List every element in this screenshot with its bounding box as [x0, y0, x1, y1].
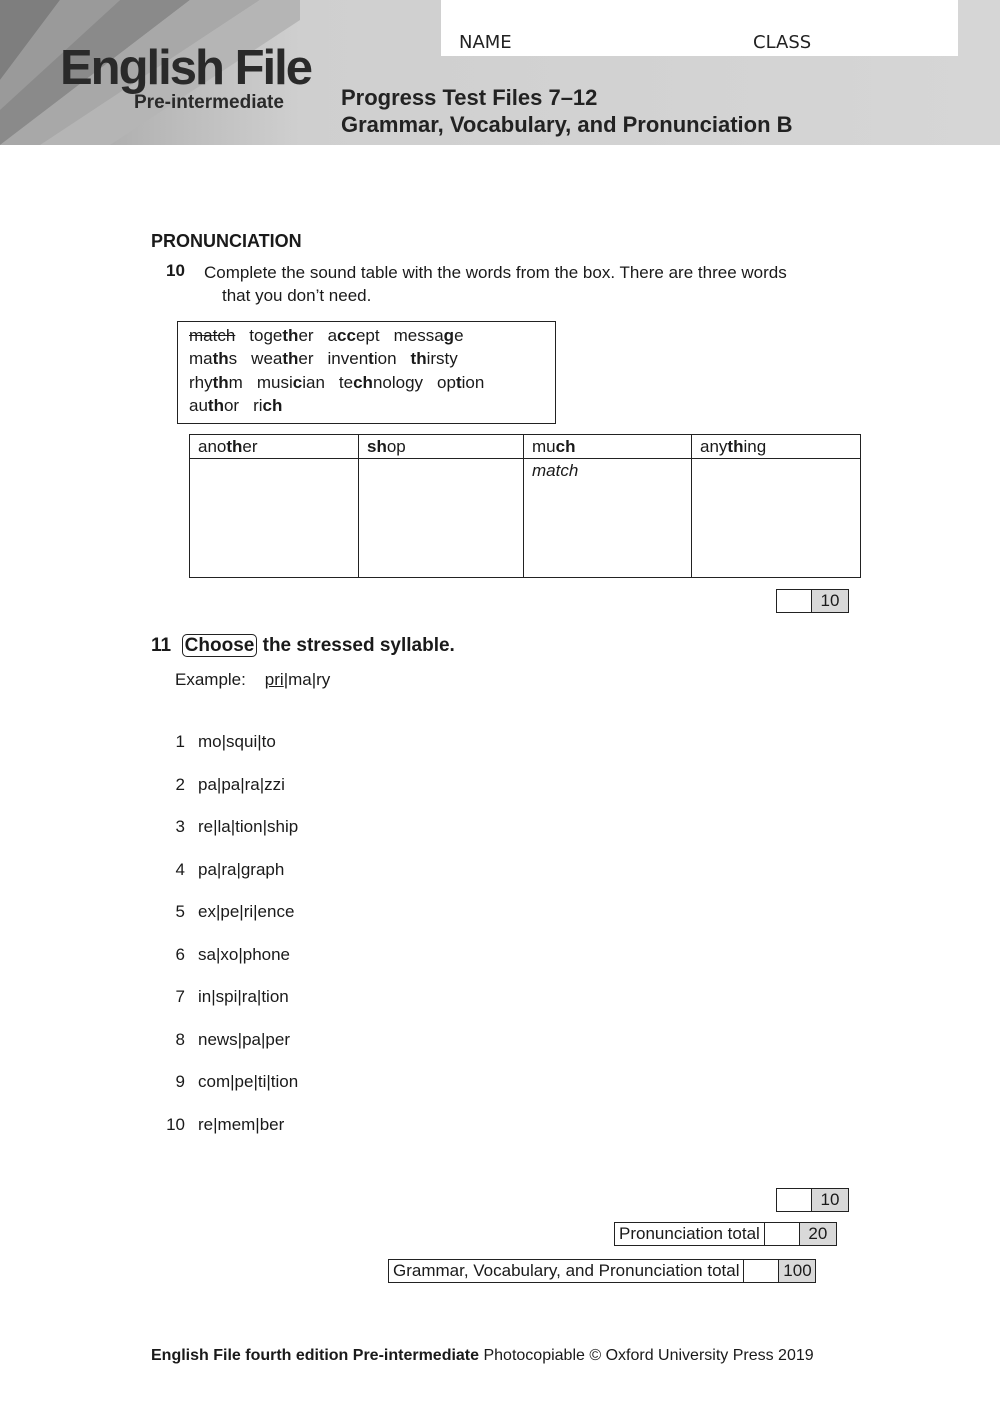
example-answer: match	[532, 461, 579, 480]
word-box	[177, 321, 556, 424]
logo-title: English File	[60, 41, 311, 95]
sound-table-header: much	[524, 435, 692, 459]
footer-copyright: Photocopiable © Oxford University Press 2019	[479, 1347, 814, 1364]
sound-table	[189, 434, 861, 578]
word-box-word: option	[437, 373, 485, 392]
q11-score	[776, 1188, 849, 1212]
question-11-text: the stressed syllable.	[262, 635, 455, 656]
class-label: CLASS	[753, 32, 812, 53]
question-11-heading	[151, 635, 455, 657]
word-box-word: accept	[327, 326, 380, 345]
item-word[interactable]: news|pa|per	[198, 1029, 290, 1049]
test-subtitle: Grammar, Vocabulary, and Pronunciation B	[341, 112, 793, 137]
page-header	[0, 0, 1000, 145]
pronunciation-total-input[interactable]	[765, 1222, 800, 1246]
question-11-number: 11	[151, 635, 172, 656]
example-line	[175, 670, 330, 690]
word-box-word: technology	[338, 373, 424, 392]
example-stressed-syllable: pri	[264, 670, 284, 689]
item-number: 6	[175, 944, 185, 964]
word-box-row	[189, 326, 478, 346]
item-word[interactable]: in|spi|ra|tion	[198, 987, 289, 1006]
word-box-word: musician	[256, 373, 325, 392]
grand-total-max: 100	[779, 1259, 816, 1283]
q11-score-input[interactable]	[776, 1188, 812, 1212]
section-heading: PRONUNCIATION	[151, 231, 302, 251]
sound-cell-1[interactable]	[190, 459, 359, 578]
item-word[interactable]: re|la|tion|ship	[198, 817, 299, 836]
word-box-word: rich	[253, 396, 283, 415]
choose-box: Choose	[182, 634, 258, 657]
pronunciation-total-max: 20	[800, 1222, 837, 1246]
item-word[interactable]: ex|pe|ri|ence	[198, 902, 295, 921]
word-box-row	[189, 349, 472, 369]
pronunciation-total-label: Pronunciation total	[614, 1222, 765, 1246]
item-word[interactable]: mo|squi|to	[198, 732, 276, 751]
example-rest: |ma|ry	[283, 670, 331, 689]
instruction-line-1: Complete the sound table with the words from the box. There are three words	[204, 263, 787, 282]
q10-score-max: 10	[812, 589, 849, 613]
word-box-word: maths	[189, 349, 238, 368]
logo-subtitle: Pre-intermediate	[134, 92, 284, 113]
word-box-row	[189, 373, 498, 393]
instruction-line-2: that you don’t need.	[222, 286, 372, 305]
sound-cell-4[interactable]	[692, 459, 861, 578]
word-box-word: rhythm	[189, 373, 243, 392]
grand-total	[388, 1259, 816, 1283]
word-box-word: thirsty	[410, 349, 458, 368]
name-class-box[interactable]	[441, 0, 958, 56]
sound-cell-2[interactable]	[359, 459, 524, 578]
word-box-word: author	[189, 396, 240, 415]
item-number: 7	[175, 987, 185, 1006]
sound-table-header: shop	[359, 435, 524, 459]
word-box-row	[189, 396, 296, 416]
item-number: 9	[175, 1072, 185, 1091]
sound-cell-3[interactable]	[524, 459, 692, 578]
q11-score-max: 10	[812, 1188, 849, 1212]
item-number: 2	[175, 774, 185, 794]
item-word[interactable]: com|pe|ti|tion	[198, 1072, 299, 1091]
item-number: 5	[175, 902, 185, 921]
test-title: Progress Test Files 7–12	[341, 85, 598, 110]
item-number: 1	[175, 732, 185, 751]
grand-total-label: Grammar, Vocabulary, and Pronunciation total	[388, 1259, 744, 1283]
grand-total-input[interactable]	[744, 1259, 779, 1283]
word-box-word: message	[393, 326, 464, 345]
item-word[interactable]: pa|ra|graph	[198, 859, 285, 879]
example-label: Example:	[175, 670, 246, 689]
word-box-word: weather	[251, 349, 314, 368]
footer	[151, 1347, 814, 1365]
item-number: 4	[175, 859, 185, 879]
word-box-word: invention	[327, 349, 397, 368]
q10-score-input[interactable]	[776, 589, 812, 613]
item-word[interactable]: re|mem|ber	[198, 1114, 285, 1134]
pronunciation-total	[614, 1222, 837, 1246]
name-label: NAME	[459, 32, 512, 53]
item-word[interactable]: pa|pa|ra|zzi	[198, 774, 285, 794]
question-10-number: 10	[166, 261, 185, 280]
footer-title: English File fourth edition Pre-intermediate	[151, 1347, 480, 1364]
q10-score	[776, 589, 849, 613]
question-10-instruction	[204, 261, 864, 307]
sound-table-header: another	[190, 435, 359, 459]
item-word[interactable]: sa|xo|phone	[198, 944, 291, 964]
item-number: 3	[175, 817, 185, 836]
item-number: 10	[166, 1114, 185, 1134]
word-box-word: match	[189, 326, 236, 345]
sound-table-header: anything	[692, 435, 861, 459]
word-box-word: together	[249, 326, 314, 345]
item-number: 8	[175, 1029, 185, 1049]
